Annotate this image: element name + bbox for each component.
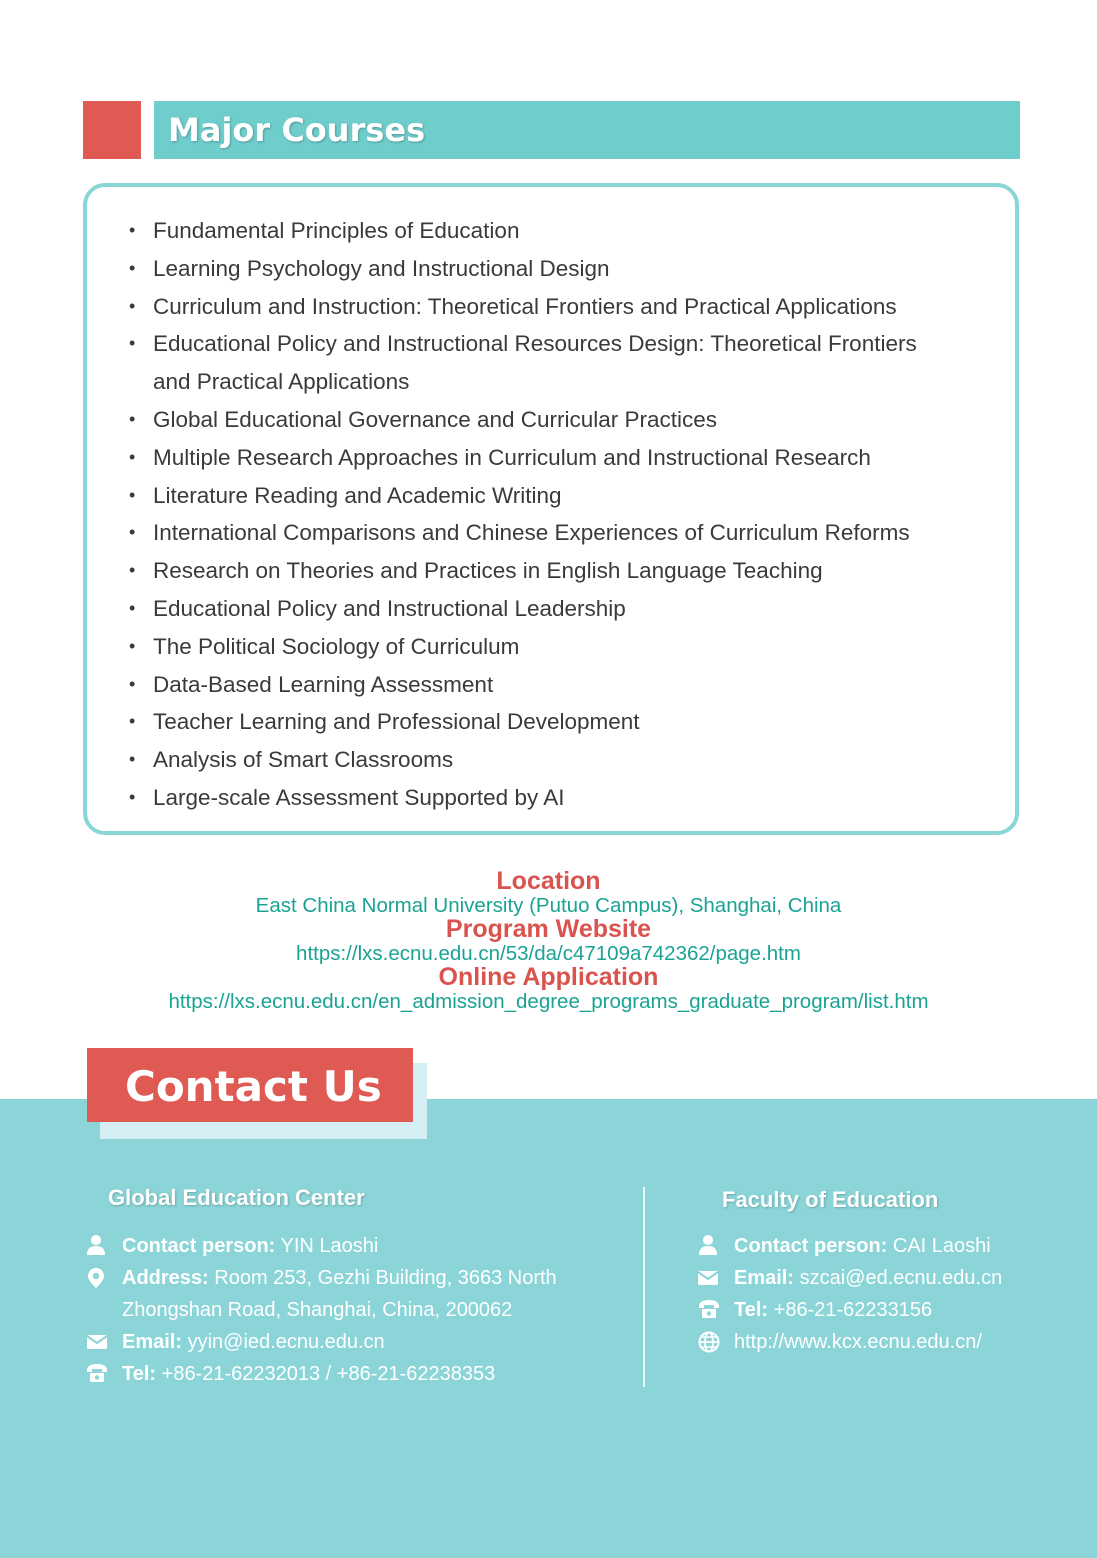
person-icon [697,1234,719,1256]
bullet-icon: • [129,560,136,581]
course-item [129,514,993,552]
contact-person-label: Contact person: [122,1235,276,1257]
course-item [129,401,993,439]
program-website-section [0,916,1097,966]
location-pin-icon [85,1267,107,1289]
course-item [129,250,993,288]
bullet-icon: • [129,446,136,467]
course-item [129,212,993,250]
address-value-line-1: Room 253, Gezhi Building, 3663 North [208,1267,557,1289]
contact-us-tab [87,1048,413,1122]
course-item [129,590,993,628]
online-application-link[interactable]: https://lxs.ecnu.edu.cn/en_admission_degree_programs_graduate_program/list.htm [168,990,929,1013]
course-item-text: Fundamental Principles of Education [153,218,520,243]
course-item-text: Educational Policy and Instructional Resources Design: Theoretical Frontiers [153,331,917,357]
faculty-title: Faculty of Education [722,1187,939,1212]
faculty-website-link[interactable]: http://www.kcx.ecnu.edu.cn/ [734,1331,982,1353]
email-icon [86,1331,108,1353]
bullet-icon: • [129,786,136,807]
global-address [122,1262,557,1294]
email-value[interactable]: yyin@ied.ecnu.edu.cn [182,1331,385,1353]
course-item-text: International Comparisons and Chinese Experiences of Curriculum Reforms [153,520,910,546]
column-divider [643,1187,645,1387]
global-tel [122,1358,495,1390]
bullet-icon: • [129,484,136,505]
course-list [129,212,993,817]
address-value-line-2: Zhongshan Road, Shanghai, China, 200062 [122,1299,513,1321]
section-marker [83,101,141,159]
tel-value: +86-21-62233156 [768,1299,933,1321]
location-label: Location [496,867,601,895]
telephone-icon [86,1362,108,1384]
course-item [129,703,993,741]
course-item-text: Global Educational Governance and Curricular Practices [153,406,718,432]
email-label: Email: [734,1267,795,1289]
bullet-icon: • [129,257,136,278]
course-item [129,666,993,704]
program-website-label: Program Website [445,915,652,943]
course-item-text: Learning Psychology and Instructional Design [153,255,610,281]
course-item [129,288,993,326]
email-label: Email: [122,1331,183,1353]
bullet-icon: • [129,673,136,694]
faculty-contact-person [734,1230,991,1262]
course-item [129,552,993,590]
globe-icon [698,1331,720,1353]
bullet-icon: • [129,408,136,429]
tel-value: +86-21-62232013 / +86-21-62238353 [156,1363,496,1385]
contact-person-value: YIN Laoshi [275,1235,379,1257]
email-icon [697,1267,719,1289]
course-item-text: The Political Sociology of Curriculum [153,633,520,659]
course-item [129,741,993,779]
course-item-text: and Practical Applications [153,369,410,395]
bullet-icon: • [129,295,136,316]
course-item [129,779,993,817]
faculty-tel [734,1294,932,1326]
global-email [122,1326,385,1358]
course-item-text: Educational Policy and Instructional Leadership [153,595,626,621]
bullet-icon: • [129,597,136,618]
online-application-section [0,964,1097,1014]
program-website-link[interactable]: https://lxs.ecnu.edu.cn/53/da/c47109a742362/page.htm [296,942,801,965]
bullet-icon: • [129,522,136,543]
course-item-text: Curriculum and Instruction: Theoretical Frontiers and Practical Applications [153,293,897,319]
location-value: East China Normal University (Putuo Campus), Shanghai, China [255,894,842,917]
course-item-text: Multiple Research Approaches in Curriculum and Instructional Research [153,444,871,470]
global-center-title: Global Education Center [108,1185,365,1210]
online-application-label: Online Application [438,963,659,991]
contact-person-label: Contact person: [734,1235,888,1257]
bullet-icon: • [129,220,136,240]
email-value[interactable]: szcai@ed.ecnu.edu.cn [794,1267,1003,1289]
location-section [0,868,1097,918]
course-item-text: Literature Reading and Academic Writing [153,482,562,508]
course-item [129,439,993,477]
bullet-icon: • [129,711,136,732]
course-item-text: Analysis of Smart Classrooms [153,747,454,773]
telephone-icon [698,1298,720,1320]
address-label: Address: [122,1267,209,1289]
tel-label: Tel: [734,1299,769,1321]
course-list-box [83,183,1019,835]
course-item-text: Teacher Learning and Professional Development [153,709,640,735]
bullet-icon: • [129,635,136,656]
bullet-icon: • [129,749,136,770]
tel-label: Tel: [122,1363,157,1385]
course-item-text: Data-Based Learning Assessment [153,671,494,697]
person-icon [85,1234,107,1256]
course-item [129,325,993,401]
course-item [129,628,993,666]
bullet-icon: • [129,333,136,354]
contact-person-value: CAI Laoshi [887,1235,991,1257]
major-courses-header [154,101,1020,159]
faculty-email [734,1262,1002,1294]
contact-us-title: Contact Us [125,1062,382,1111]
course-item-text: Research on Theories and Practices in English Language Teaching [153,558,823,584]
major-courses-title: Major Courses [168,111,426,149]
course-item-text: Large-scale Assessment Supported by AI [153,784,565,810]
course-item [129,477,993,515]
global-contact-person [122,1230,378,1262]
